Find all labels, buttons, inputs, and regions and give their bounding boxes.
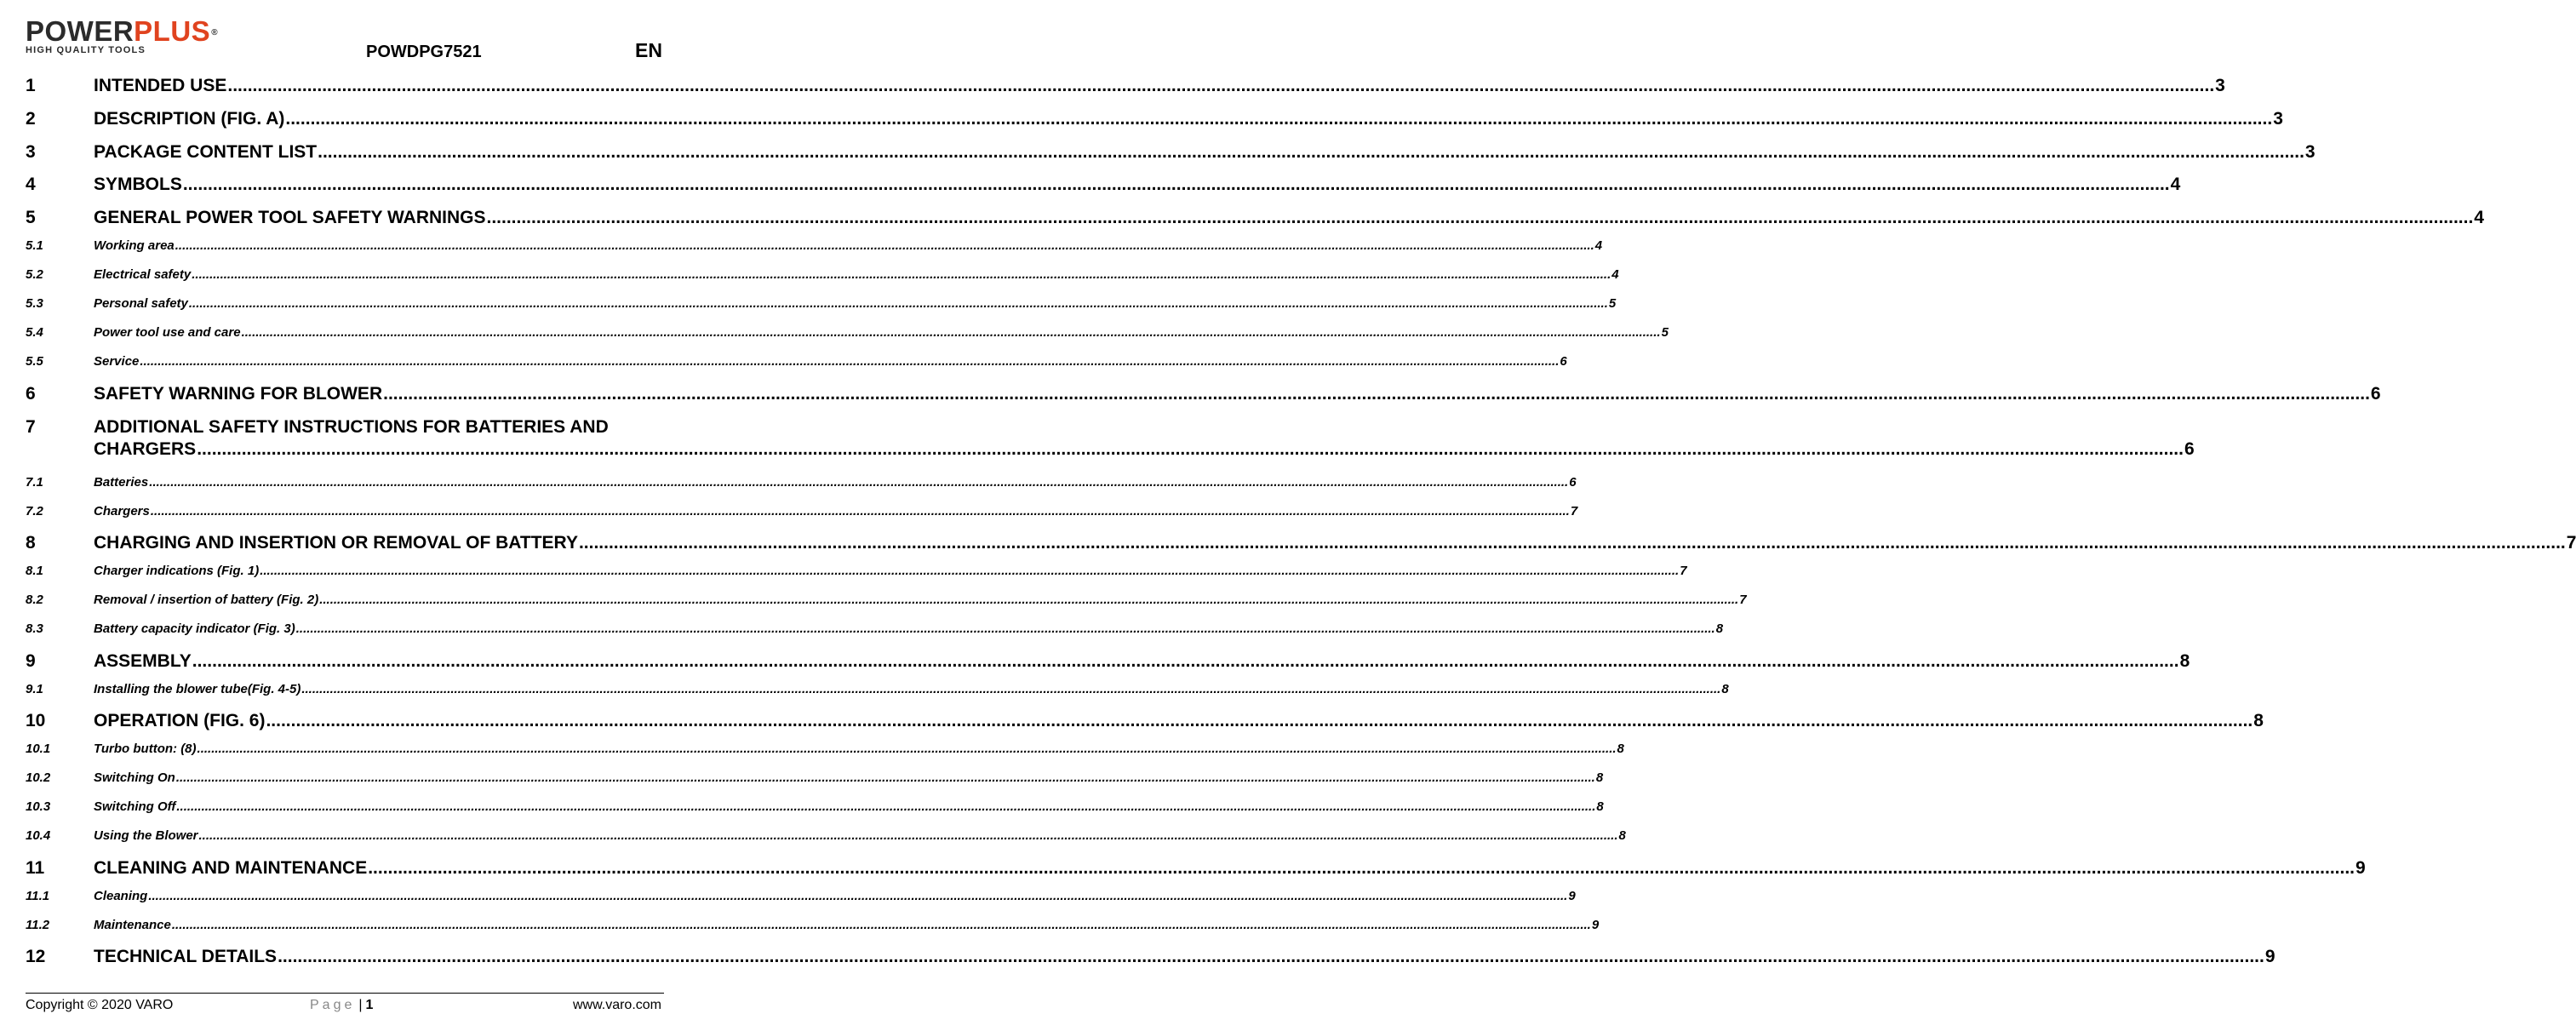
- toc-entry-page: 8: [2253, 711, 2264, 730]
- toc-entry-title: GENERAL POWER TOOL SAFETY WARNINGS: [94, 208, 486, 228]
- toc-entry[interactable]: [26, 857, 2366, 879]
- toc-entry-title: PACKAGE CONTENT LIST: [94, 141, 318, 162]
- toc-entry-number: 11.1: [26, 888, 50, 903]
- toc-entry-page: 8: [1595, 770, 1604, 785]
- toc-entry[interactable]: [26, 416, 2195, 466]
- toc-entry-page: 7: [1570, 503, 1578, 518]
- toc-leader-dots: ................................................................................................................................................................................................................................................................................................................................................................................................................: [182, 175, 2170, 195]
- toc-entry[interactable]: [26, 799, 1604, 816]
- toc-leader-dots: ................................................................................................................................................................................................................................................................................................................................................................................................................: [260, 564, 1680, 578]
- logo-power-text: POWER: [26, 15, 135, 47]
- toc-leader-dots: ................................................................................................................................................................................................................................................................................................................................................................................................................: [578, 533, 2566, 553]
- toc-entry[interactable]: [26, 238, 1603, 255]
- toc-entry-page: 8: [1721, 681, 1729, 696]
- toc-entry-page: 9: [1591, 917, 1600, 932]
- toc-leader-dots: ................................................................................................................................................................................................................................................................................................................................................................................................................: [171, 917, 1591, 932]
- logo-plus-text: PLUS: [134, 15, 211, 47]
- toc-entry[interactable]: [26, 946, 2275, 968]
- toc-entry[interactable]: [26, 888, 1576, 905]
- toc-leader-dots: ................................................................................................................................................................................................................................................................................................................................................................................................................: [192, 650, 2179, 671]
- toc-entry-number: 8: [26, 533, 36, 553]
- toc-entry-title: Switching Off: [94, 799, 176, 814]
- toc-entry-page: 3: [2304, 141, 2316, 162]
- toc-entry-title: Removal / insertion of battery (Fig. 2): [94, 593, 319, 607]
- toc-leader-dots: ................................................................................................................................................................................................................................................................................................................................................................................................................: [150, 503, 1570, 518]
- toc-entry-page: 9: [1568, 888, 1576, 903]
- toc-entry-page: 8: [1618, 828, 1626, 843]
- toc-entry[interactable]: [26, 770, 1604, 787]
- toc-entry-number: 7.1: [26, 474, 43, 490]
- toc-entry-title: ASSEMBLY: [94, 650, 192, 671]
- toc-entry-page: 4: [2474, 208, 2484, 228]
- toc-leader-dots: ................................................................................................................................................................................................................................................................................................................................................................................................................: [368, 857, 2356, 878]
- toc-entry-title: ADDITIONAL SAFETY INSTRUCTIONS FOR BATTERIES AND: [94, 416, 609, 437]
- toc-entry-number: 5: [26, 208, 36, 228]
- toc-entry-title: Personal safety: [94, 296, 188, 312]
- toc-leader-dots: ................................................................................................................................................................................................................................................................................................................................................................................................................: [318, 141, 2304, 162]
- toc-entry-number: 11: [26, 857, 45, 878]
- model-number: POWDPG7521: [366, 43, 482, 61]
- toc-entry-number: 8.3: [26, 621, 43, 636]
- toc-leader-dots: ................................................................................................................................................................................................................................................................................................................................................................................................................: [278, 947, 2264, 966]
- toc-entry-page: 9: [2264, 947, 2275, 966]
- toc-leader-dots: ................................................................................................................................................................................................................................................................................................................................................................................................................: [148, 888, 1568, 903]
- toc-entry[interactable]: [26, 295, 1617, 312]
- toc-entry[interactable]: [26, 592, 1747, 609]
- toc-entry-page: 6: [1560, 354, 1567, 369]
- toc-entry[interactable]: [26, 621, 1724, 638]
- toc-entry[interactable]: [26, 108, 2283, 130]
- toc-entry-page: 6: [2184, 438, 2195, 459]
- toc-entry[interactable]: [26, 563, 1687, 580]
- toc-leader-dots: ................................................................................................................................................................................................................................................................................................................................................................................................................: [319, 593, 1739, 607]
- toc-entry-page: 3: [2215, 76, 2225, 95]
- page-separator: |: [358, 998, 363, 1012]
- toc-entry[interactable]: [26, 474, 1577, 491]
- toc-entry-title: TECHNICAL DETAILS: [94, 947, 278, 966]
- footer-divider: [26, 993, 664, 994]
- toc-entry-page: 7: [2566, 533, 2576, 553]
- toc-leader-dots: ................................................................................................................................................................................................................................................................................................................................................................................................................: [198, 828, 1618, 843]
- toc-entry-title: Service: [94, 354, 140, 369]
- toc-entry-page: 8: [1596, 799, 1604, 814]
- toc-entry[interactable]: [26, 353, 1567, 370]
- toc-leader-dots: ................................................................................................................................................................................................................................................................................................................................................................................................................: [295, 621, 1715, 636]
- toc-entry[interactable]: [26, 141, 2316, 163]
- logo-tagline: HIGH QUALITY TOOLS: [26, 45, 146, 55]
- toc-entry-title: SYMBOLS: [94, 175, 182, 195]
- toc-leader-dots: ................................................................................................................................................................................................................................................................................................................................................................................................................: [149, 474, 1569, 490]
- toc-leader-dots: ................................................................................................................................................................................................................................................................................................................................................................................................................: [197, 438, 2184, 459]
- toc-leader-dots: ................................................................................................................................................................................................................................................................................................................................................................................................................: [192, 267, 1611, 283]
- toc-entry-title: Switching On: [94, 770, 175, 785]
- toc-entry-number: 11.2: [26, 917, 50, 932]
- toc-leader-dots: ................................................................................................................................................................................................................................................................................................................................................................................................................: [197, 742, 1617, 756]
- toc-entry-number: 9: [26, 650, 36, 671]
- toc-entry[interactable]: [26, 710, 2264, 732]
- toc-entry-title: Charger indications (Fig. 1): [94, 564, 260, 578]
- toc-leader-dots: ................................................................................................................................................................................................................................................................................................................................................................................................................: [241, 325, 1661, 341]
- toc-entry-title: CLEANING AND MAINTENANCE: [94, 857, 368, 878]
- toc-entry-number: 5.3: [26, 296, 43, 312]
- toc-entry-title: CHARGING AND INSERTION OR REMOVAL OF BATTERY: [94, 533, 578, 553]
- toc-entry-number: 4: [26, 175, 36, 195]
- logo-registered-mark: ®: [211, 28, 219, 37]
- toc-leader-dots: ................................................................................................................................................................................................................................................................................................................................................................................................................: [176, 799, 1596, 814]
- toc-entry-title: Using the Blower: [94, 828, 198, 843]
- toc-entry-title: Battery capacity indicator (Fig. 3): [94, 621, 295, 636]
- toc-leader-dots: ................................................................................................................................................................................................................................................................................................................................................................................................................: [486, 208, 2474, 228]
- page-label: Page: [310, 998, 356, 1012]
- footer-copyright: Copyright © 2020 VARO: [26, 998, 174, 1012]
- toc-entry-page: 5: [1661, 325, 1669, 341]
- toc-entry-number: 1: [26, 76, 36, 95]
- toc-entry-page: 8: [1715, 621, 1724, 636]
- toc-entry-title-continued: CHARGERS: [94, 438, 197, 459]
- toc-entry[interactable]: [26, 828, 1626, 845]
- footer-website: www.varo.com: [572, 998, 661, 1012]
- toc-entry-page: 6: [1569, 474, 1577, 490]
- toc-entry[interactable]: [26, 207, 2484, 229]
- toc-entry-title: Turbo button: (8): [94, 742, 197, 756]
- toc-entry[interactable]: [26, 917, 1600, 934]
- toc-entry-title: Batteries: [94, 474, 149, 490]
- toc-entry-title: Maintenance: [94, 917, 171, 932]
- toc-entry[interactable]: [26, 532, 2576, 554]
- toc-leader-dots: ................................................................................................................................................................................................................................................................................................................................................................................................................: [227, 76, 2215, 95]
- toc-entry-page: 8: [2179, 650, 2190, 671]
- toc-entry-number: 12: [26, 947, 46, 966]
- toc-entry-title: Working area: [94, 238, 175, 254]
- toc-entry-page: 6: [2370, 383, 2381, 404]
- toc-entry[interactable]: [26, 741, 1624, 758]
- toc-entry-number: 5.2: [26, 267, 43, 283]
- powerplus-logo: [26, 17, 255, 56]
- toc-entry-title: DESCRIPTION (FIG. A): [94, 108, 285, 129]
- toc-entry-page: 5: [1608, 296, 1617, 312]
- toc-entry-number: 7: [26, 416, 36, 437]
- toc-entry-number: 8.2: [26, 593, 43, 607]
- toc-entry-page: 9: [2356, 857, 2366, 878]
- toc-leader-dots: ................................................................................................................................................................................................................................................................................................................................................................................................................: [285, 108, 2273, 129]
- toc-entry-page: 4: [1594, 238, 1603, 254]
- logo-wordmark: [26, 17, 218, 45]
- toc-entry-number: 6: [26, 383, 36, 404]
- toc-entry[interactable]: [26, 383, 2381, 405]
- toc-entry[interactable]: [26, 75, 2225, 97]
- toc-leader-dots: ................................................................................................................................................................................................................................................................................................................................................................................................................: [175, 238, 1594, 254]
- toc-entry-number: 3: [26, 141, 36, 162]
- toc-entry[interactable]: [26, 174, 2181, 196]
- toc-entry-title: Chargers: [94, 503, 150, 518]
- toc-entry-number: 10.2: [26, 770, 51, 785]
- toc-entry-number: 10.4: [26, 828, 51, 843]
- toc-leader-dots: ................................................................................................................................................................................................................................................................................................................................................................................................................: [140, 354, 1560, 369]
- toc-entry-number: 9.1: [26, 681, 43, 696]
- toc-entry-number: 7.2: [26, 503, 43, 518]
- toc-entry[interactable]: [26, 266, 1619, 284]
- toc-entry-page: 7: [1739, 593, 1747, 607]
- language-code: EN: [635, 39, 662, 61]
- toc-entry-page: 3: [2273, 108, 2283, 129]
- toc-leader-dots: ................................................................................................................................................................................................................................................................................................................................................................................................................: [301, 681, 1721, 696]
- toc-entry-number: 10.3: [26, 799, 51, 814]
- toc-entry[interactable]: [26, 324, 1669, 341]
- toc-entry-page: 4: [1611, 267, 1619, 283]
- toc-entry-number: 2: [26, 108, 36, 129]
- toc-entry-number: 10: [26, 711, 46, 730]
- toc-entry[interactable]: [26, 681, 1729, 698]
- toc-entry-title: Cleaning: [94, 888, 148, 903]
- toc-entry-title: SAFETY WARNING FOR BLOWER: [94, 383, 383, 404]
- toc-leader-dots: ................................................................................................................................................................................................................................................................................................................................................................................................................: [188, 296, 1608, 312]
- toc-entry-title: OPERATION (FIG. 6): [94, 711, 266, 730]
- toc-entry-number: 5.4: [26, 325, 43, 341]
- footer-page-indicator: [310, 998, 373, 1013]
- toc-entry-title: Electrical safety: [94, 267, 192, 283]
- toc-entry-title: Power tool use and care: [94, 325, 241, 341]
- toc-entry-page: 4: [2170, 175, 2181, 195]
- toc-leader-dots: ................................................................................................................................................................................................................................................................................................................................................................................................................: [266, 711, 2253, 730]
- toc-leader-dots: ................................................................................................................................................................................................................................................................................................................................................................................................................: [383, 383, 2370, 404]
- toc-entry-number: 5.1: [26, 238, 43, 254]
- toc-entry-number: 10.1: [26, 742, 51, 756]
- toc-entry-number: 5.5: [26, 354, 43, 369]
- toc-entry-page: 7: [1680, 564, 1687, 578]
- toc-entry[interactable]: [26, 650, 2190, 673]
- toc-entry-number: 8.1: [26, 564, 43, 578]
- toc-entry-title: INTENDED USE: [94, 76, 227, 95]
- toc-entry[interactable]: [26, 503, 1578, 520]
- toc-leader-dots: ................................................................................................................................................................................................................................................................................................................................................................................................................: [175, 770, 1595, 785]
- page-number: 1: [365, 998, 374, 1012]
- toc-entry-page: 8: [1617, 742, 1624, 756]
- toc-entry-title: Installing the blower tube(Fig. 4-5): [94, 681, 301, 696]
